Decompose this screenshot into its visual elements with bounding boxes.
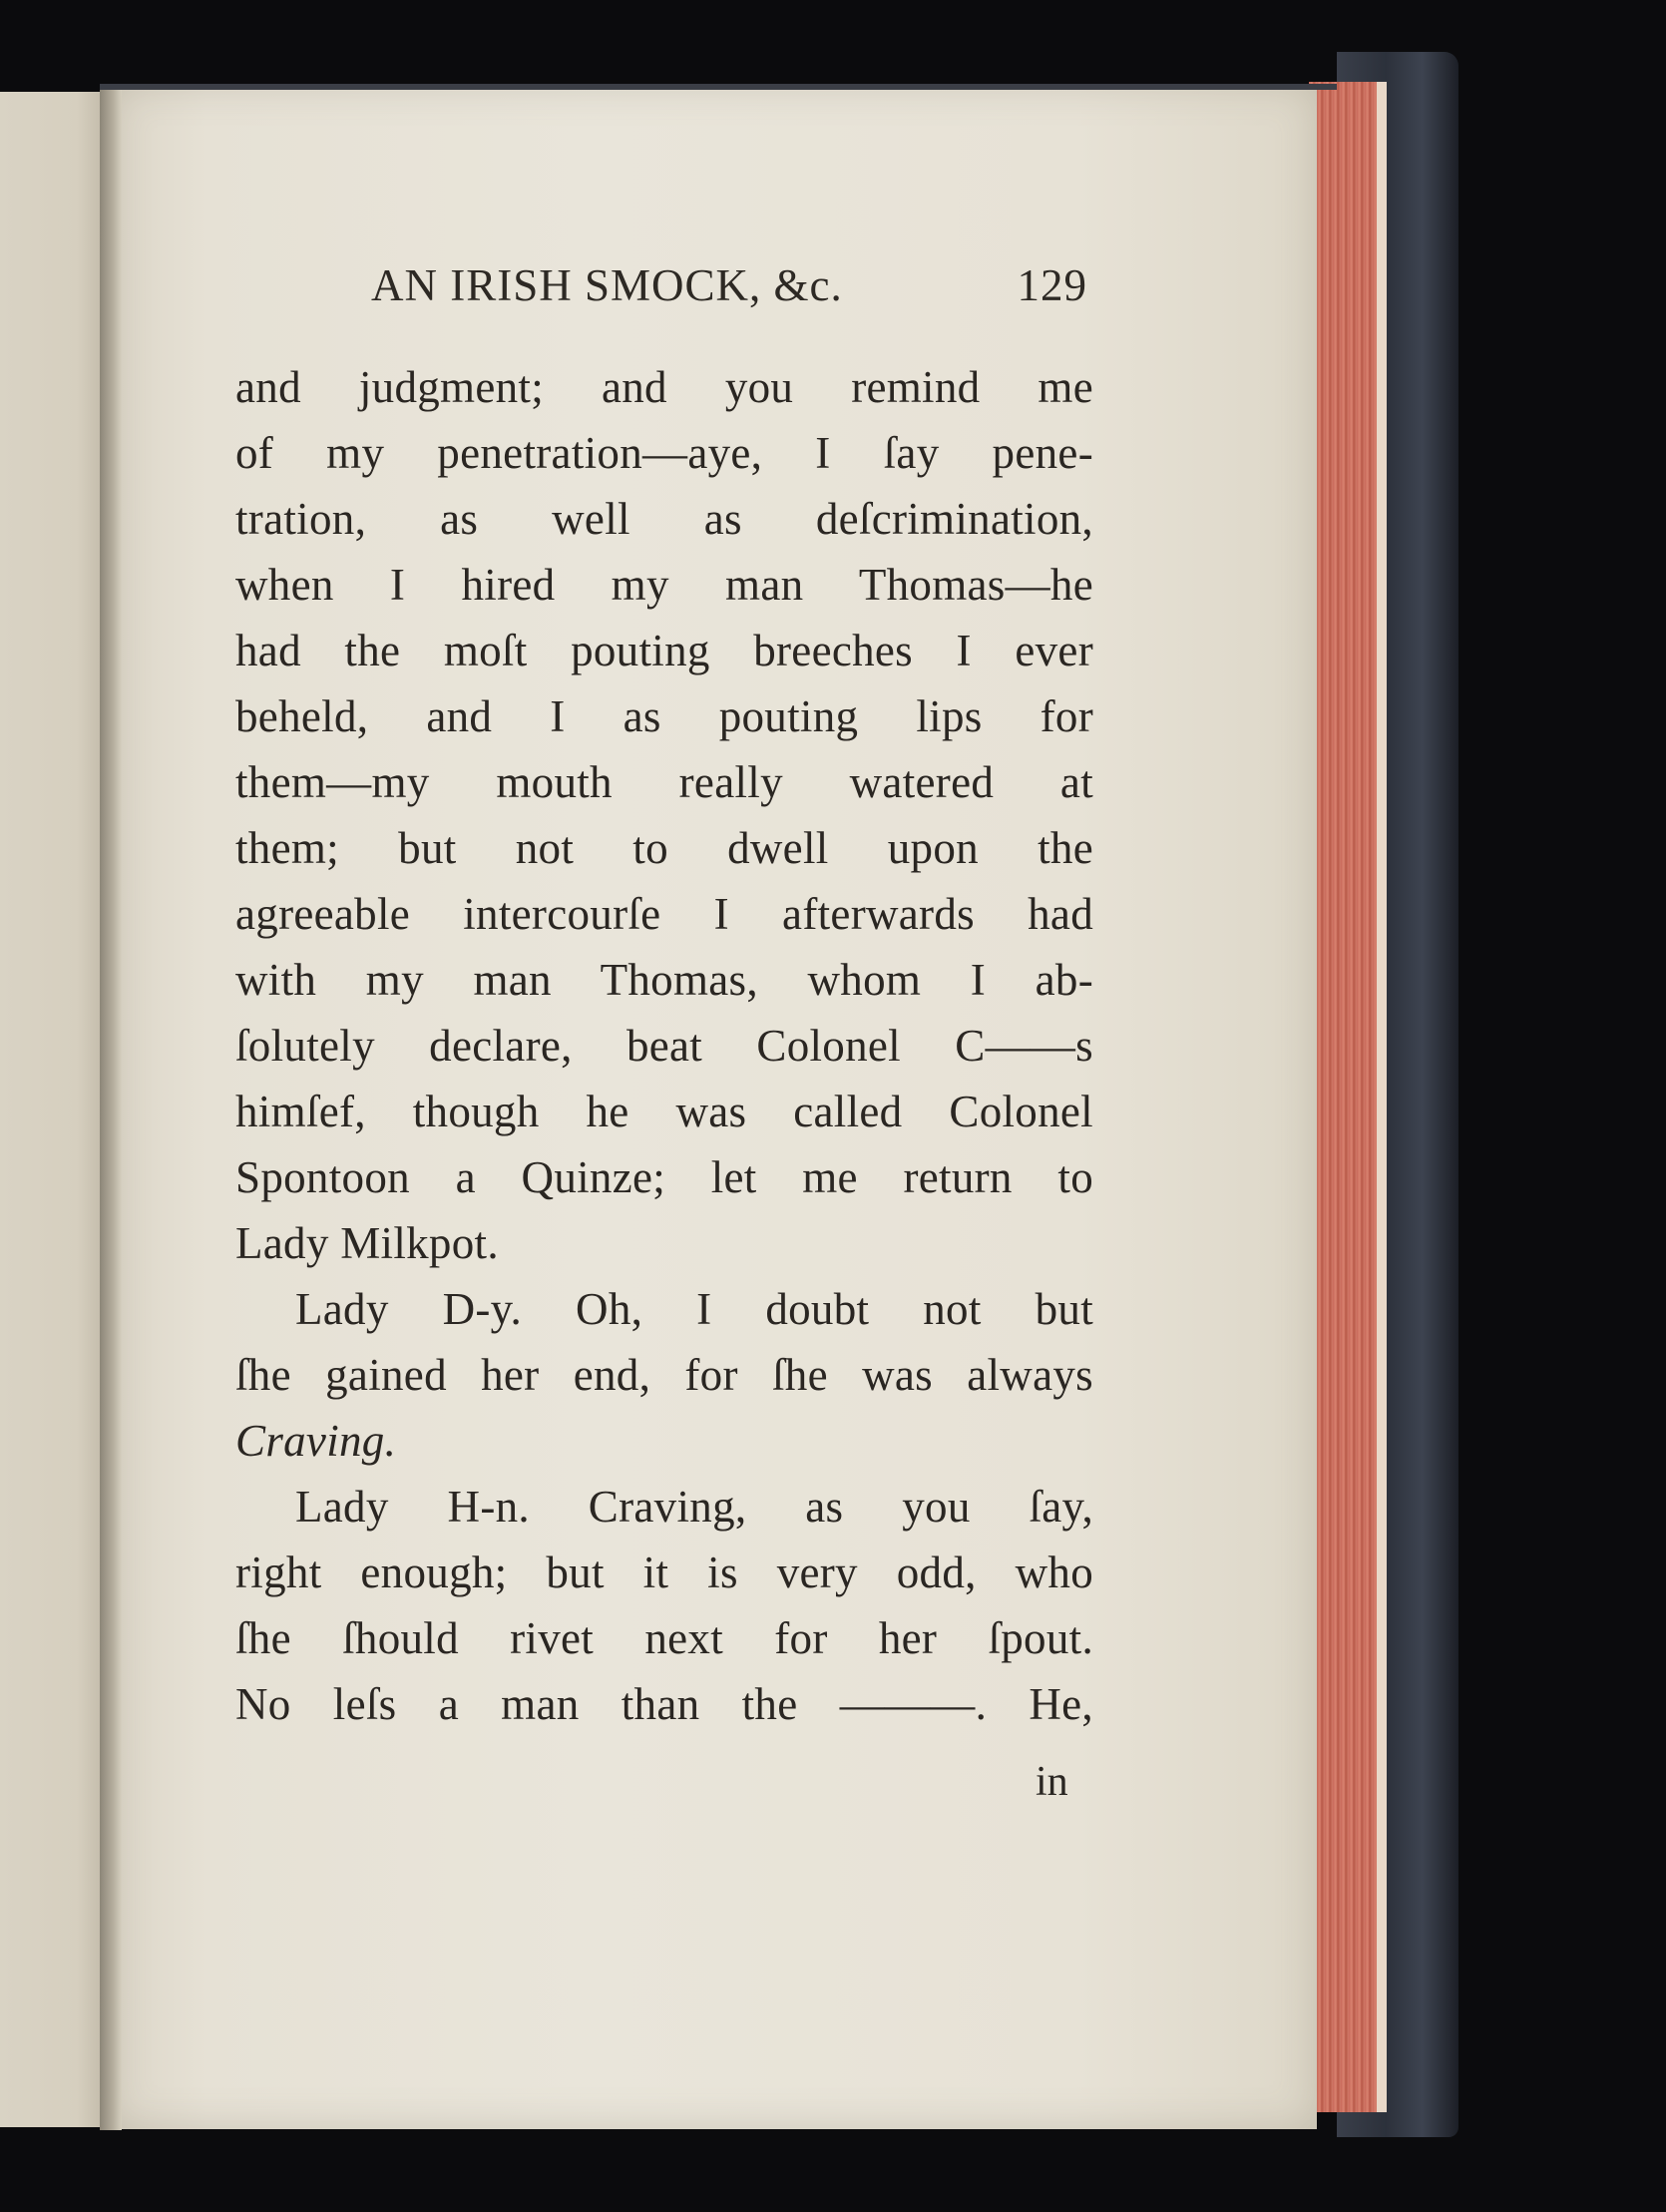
left-page-edge (0, 92, 110, 2127)
red-page-edges (1309, 82, 1387, 2112)
text-line: Spontoon a Quinze; let me return to (235, 1152, 1093, 1202)
page-gutter (100, 90, 122, 2130)
running-head-title: AN IRISH SMOCK, &c. (371, 260, 843, 310)
running-head (371, 259, 1087, 319)
page-number: 129 (1017, 260, 1087, 310)
text-line: beheld, and I as pouting lips for (235, 691, 1093, 741)
text-line: No leſs a man than the ———. He, (235, 1679, 1093, 1729)
text-line: and judgment; and you remind me (235, 362, 1093, 412)
text-line: them—my mouth really watered at (235, 757, 1093, 807)
text-line: right enough; but it is very odd, who (235, 1548, 1093, 1597)
text-line: Lady Milkpot. (235, 1218, 499, 1268)
text-line: with my man Thomas, whom I ab- (235, 955, 1093, 1005)
speaker-line: Lady D-y. Oh, I doubt not but (295, 1284, 1093, 1334)
catchword: in (1036, 1759, 1068, 1805)
text-line: had the moſt pouting breeches I ever (235, 626, 1093, 675)
text-line: ſolutely declare, beat Colonel C——s (235, 1021, 1093, 1071)
text-line: ſhe ſhould rivet next for her ſpout. (235, 1613, 1093, 1663)
text-line: when I hired my man Thomas—he (235, 560, 1093, 610)
text-line: tration, as well as deſcrimination, (235, 494, 1093, 544)
text-line: them; but not to dwell upon the (235, 823, 1093, 873)
text-line: of my penetration—aye, I ſay pene- (235, 428, 1093, 478)
text-line: ſhe gained her end, for ſhe was always (235, 1350, 1093, 1400)
text-line: himſef, though he was called Colonel (235, 1087, 1093, 1136)
top-binding-edge (100, 84, 1337, 90)
speaker-line: Lady H-n. Craving, as you ſay, (295, 1482, 1093, 1532)
text-line: Craving. (235, 1416, 397, 1466)
text-line: agreeable intercourſe I afterwards had (235, 889, 1093, 939)
